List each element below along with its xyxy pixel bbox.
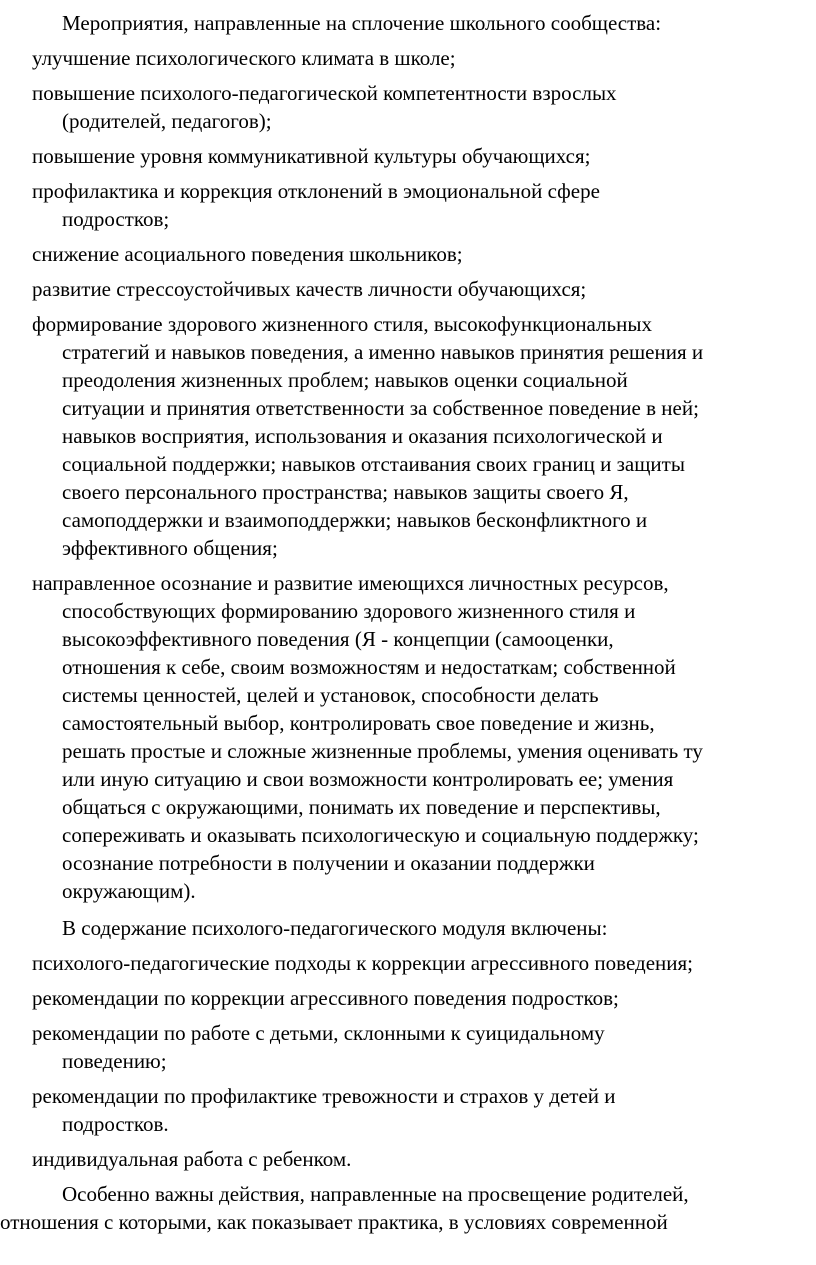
list-item: рекомендации по профилактике тревожности и страхов у детей и подростков. — [32, 1084, 616, 1136]
list-item: снижение асоциального поведения школьников; — [32, 242, 463, 266]
closing-paragraph: Особенно важны действия, направленные на просвещение родителей, отношения с которыми, как показывает практика, в условиях современной — [0, 1182, 689, 1234]
list-item: формирование здорового жизненного стиля, высокофункциональных стратегий и навыков поведения, а именно навыков принятия решения и преодоления жизненных проблем; навыков оценки социальной ситуации и принятия ответственности за собственное поведение в ней; навыков восприятия, использования и оказания психологической и социальной поддержки; навыков отстаивания своих границ и защиты своего персонального пространства; навыков защиты своего Я, самоподдержки и взаимоподдержки; навыков бесконфликтного и эффективного общения; — [32, 312, 704, 560]
list-item: профилактика и коррекция отклонений в эмоциональной сфере подростков; — [32, 179, 600, 231]
section1-heading: Мероприятия, направленные на сплочение школьного сообщества: — [62, 11, 662, 35]
section2-heading: В содержание психолого-педагогического модуля включены: — [62, 916, 608, 940]
list-item: повышение психолого-педагогической компетентности взрослых (родителей, педагогов); — [32, 81, 617, 133]
list-item: индивидуальная работа с ребенком. — [32, 1147, 352, 1171]
section2-list — [0, 949, 816, 1173]
list-item: направленное осознание и развитие имеющихся личностных ресурсов, способствующих формированию здорового жизненного стиля и высокоэффективного поведения (Я - концепции (самооценки, отношения к себе, своим возможностям и недостаткам; собственной системы ценностей, целей и установок, способности делать самостоятельный выбор, контролировать свое поведение и жизнь, решать простые и сложные жизненные проблемы, умения оценивать ту или иную ситуацию и свои возможности контролировать ее; умения общаться с окружающими, понимать их поведение и перспективы, сопереживать и оказывать психологическую и социальную поддержку; осознание потребности в получении и оказании поддержки окружающим). — [32, 571, 703, 903]
list-item: рекомендации по работе с детьми, склонными к суицидальному поведению; — [32, 1021, 605, 1073]
list-item: психолого-педагогические подходы к коррекции агрессивного поведения; — [32, 951, 693, 975]
list-item: рекомендации по коррекции агрессивного поведения подростков; — [32, 986, 619, 1010]
section1-list — [0, 44, 816, 905]
list-item: повышение уровня коммуникативной культуры обучающихся; — [32, 144, 591, 168]
list-item: улучшение психологического климата в школе; — [32, 46, 456, 70]
list-item: развитие стрессоустойчивых качеств личности обучающихся; — [32, 277, 587, 301]
